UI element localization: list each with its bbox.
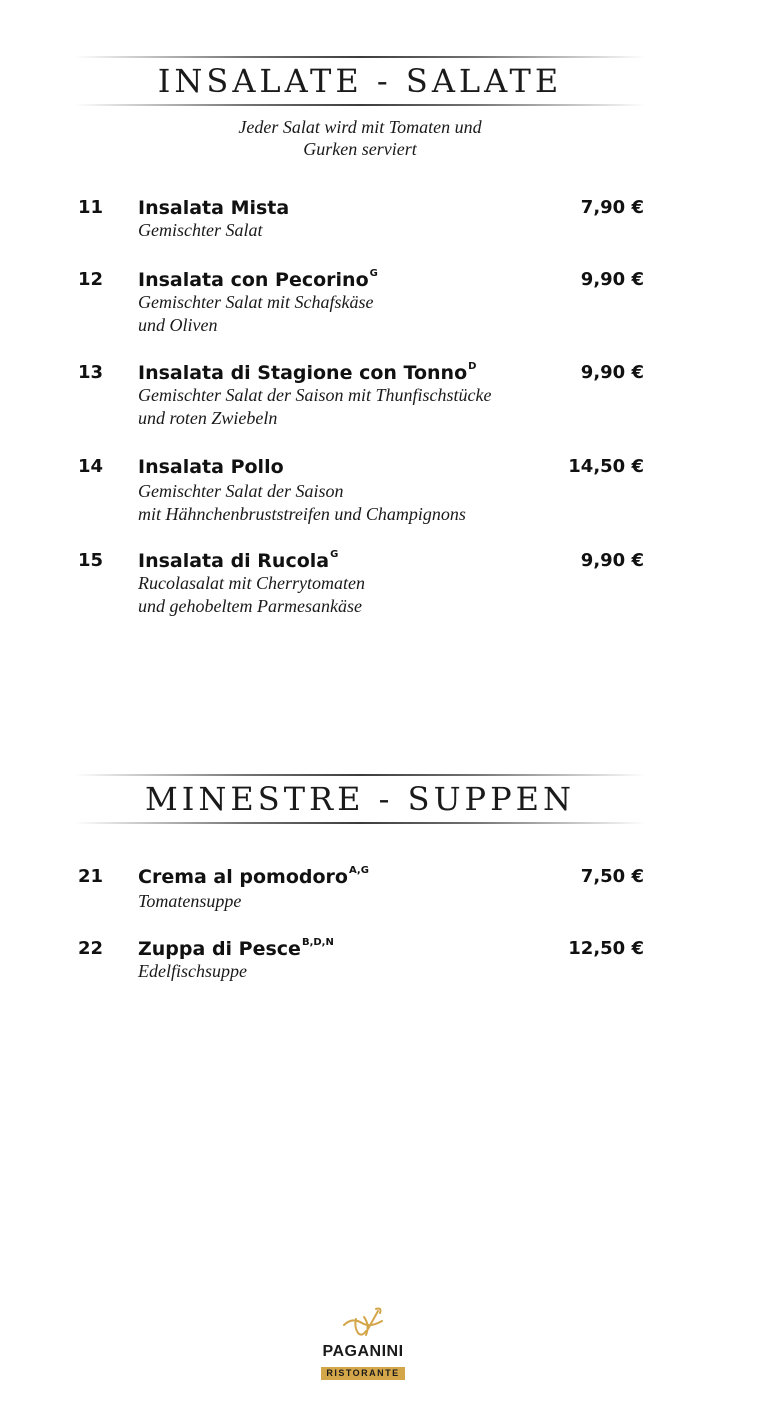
item-name	[138, 455, 284, 479]
divider-bottom	[75, 104, 645, 106]
item-description	[138, 890, 578, 913]
item-name	[138, 549, 338, 573]
item-description	[138, 572, 578, 618]
item-number: 13	[78, 362, 104, 383]
item-name	[138, 937, 334, 961]
description-line: mit Hähnchenbruststreifen und Champignons	[138, 504, 466, 524]
item-price: 7,50 €	[580, 866, 644, 887]
item-name	[138, 268, 378, 292]
section-intro	[160, 116, 560, 160]
description-line: und gehobeltem Parmesankäse	[138, 596, 362, 616]
item-name-text: Insalata di Rucola	[138, 550, 330, 572]
item-price: 12,50 €	[568, 938, 644, 959]
description-line: Gemischter Salat der Saison	[138, 481, 344, 501]
item-number: 12	[78, 269, 104, 290]
item-name	[138, 865, 369, 889]
allergen-code: A,G	[348, 865, 369, 876]
description-line: und Oliven	[138, 315, 218, 335]
allergen-code: D	[468, 361, 477, 372]
intro-line: Gurken serviert	[303, 139, 417, 159]
description-line: Gemischter Salat der Saison mit Thunfischstücke	[138, 385, 492, 405]
item-description	[138, 384, 578, 430]
item-price: 9,90 €	[580, 269, 644, 290]
item-description	[138, 219, 578, 242]
item-number: 14	[78, 456, 104, 477]
item-number: 11	[78, 197, 104, 218]
description-line: Gemischter Salat	[138, 220, 263, 240]
logo-name: PAGANINI	[322, 1343, 404, 1360]
item-description	[138, 480, 578, 526]
restaurant-logo	[310, 1305, 416, 1380]
allergen-code: G	[369, 268, 378, 279]
logo-subtitle: RISTORANTE	[321, 1367, 404, 1380]
description-line: Edelfischsuppe	[138, 961, 247, 981]
allergen-code: B,D,N	[301, 937, 334, 948]
item-name-text: Insalata con Pecorino	[138, 269, 369, 291]
description-line: und roten Zwiebeln	[138, 408, 278, 428]
section-header-salate	[75, 56, 645, 106]
item-price: 9,90 €	[580, 362, 644, 383]
item-name	[138, 361, 476, 385]
description-line: Rucolasalat mit Cherrytomaten	[138, 573, 365, 593]
section-title: MINESTRE - SUPPEN	[145, 780, 575, 818]
item-number: 22	[78, 938, 104, 959]
divider-bottom	[75, 822, 645, 824]
allergen-code: G	[330, 549, 339, 560]
section-title: INSALATE - SALATE	[157, 62, 563, 100]
description-line: Gemischter Salat mit Schafskäse	[138, 292, 374, 312]
violin-icon	[336, 1305, 390, 1341]
item-number: 21	[78, 866, 104, 887]
section-header-suppen	[75, 774, 645, 824]
item-description	[138, 291, 578, 337]
item-description	[138, 960, 578, 983]
item-price: 9,90 €	[580, 550, 644, 571]
item-price: 7,90 €	[580, 197, 644, 218]
item-name-text: Zuppa di Pesce	[138, 938, 301, 960]
item-name-text: Insalata di Stagione con Tonno	[138, 362, 468, 384]
intro-line: Jeder Salat wird mit Tomaten und	[238, 117, 482, 137]
item-name-text: Crema al pomodoro	[138, 866, 348, 888]
item-name-text: Insalata Mista	[138, 197, 290, 219]
description-line: Tomatensuppe	[138, 891, 242, 911]
item-name-text: Insalata Pollo	[138, 456, 284, 478]
item-number: 15	[78, 550, 104, 571]
item-name	[138, 196, 289, 220]
item-price: 14,50 €	[568, 456, 644, 477]
